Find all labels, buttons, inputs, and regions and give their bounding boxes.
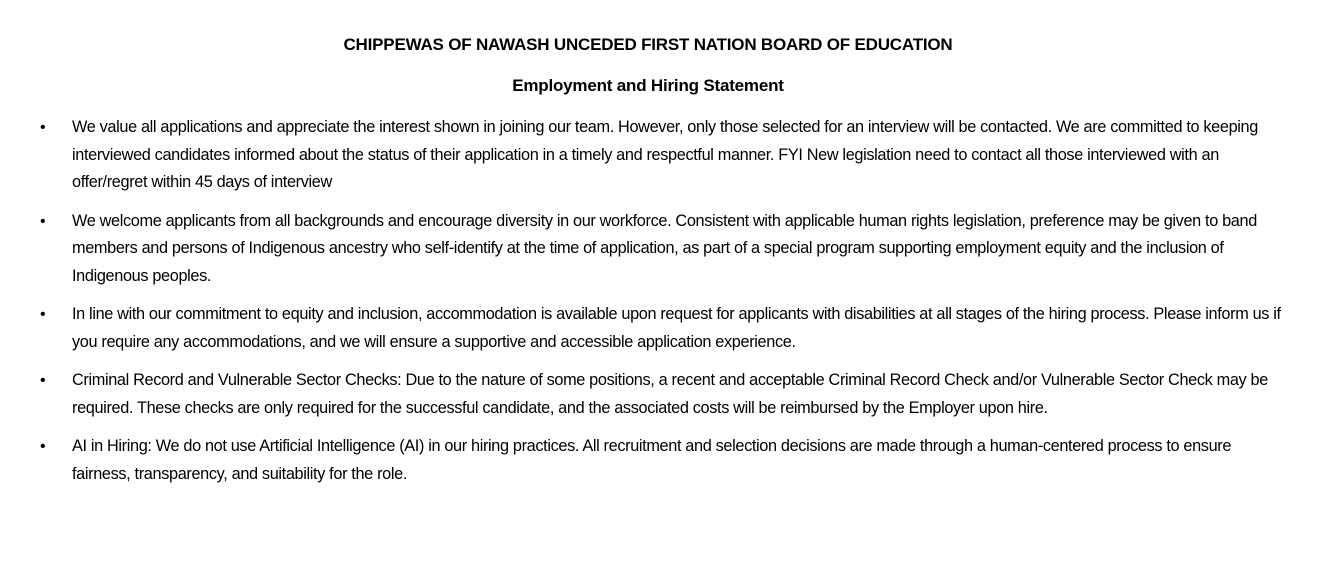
list-item [40,433,1290,488]
list-item [40,367,1290,422]
bullet-icon: • [40,438,46,455]
list-item-text: In line with our commitment to equity and inclusion, accommodation is available upon request for applicants with disabilities at all stages of the hiring process. Please inform us if you require any accommodations, and we will ensure a supportive and accessible application experience. [72,305,1281,351]
list-item-text: Criminal Record and Vulnerable Sector Checks: Due to the nature of some positions, a recent and acceptable Criminal Record Check and/or Vulnerable Sector Check may be required. These checks are only required for the successful candidate, and the associated costs will be reimbursed by the Employer upon hire. [72,371,1268,417]
list-item [40,208,1290,291]
bullet-icon: • [40,212,46,230]
bullet-icon: • [40,119,46,136]
list-item [40,301,1290,356]
list-item [40,114,1290,197]
list-item-text: We value all applications and appreciate the interest shown in joining our team. However, only those selected for an interview will be contacted. We are committed to keeping interviewed candidates informed about the status of their application in a timely and respectful manner. FYI New legislation need to contact all those interviewed with an offer/regret within 45 days of interview [72,118,1258,191]
list-item-text: AI in Hiring: We do not use Artificial Intelligence (AI) in our hiring practices. All recruitment and selection decisions are made through a human-centered process to ensure fairness, transparency, and suitability for the role. [72,437,1232,483]
document-title: CHIPPEWAS OF NAWASH UNCEDED FIRST NATION BOARD OF EDUCATION [343,35,953,54]
bullet-icon: • [40,372,46,389]
list-item-text: We welcome applicants from all backgrounds and encourage diversity in our workforce. Consistent with applicable human rights legislation, preference may be given to band members and persons of Indigenous ancestry who self-identify at the time of application, as part of a special program supporting employment equity and the inclusion of Indigenous peoples. [72,211,1257,285]
bullet-icon: • [40,306,46,323]
statement-list [40,114,1290,499]
document-subtitle: Employment and Hiring Statement [512,76,784,95]
